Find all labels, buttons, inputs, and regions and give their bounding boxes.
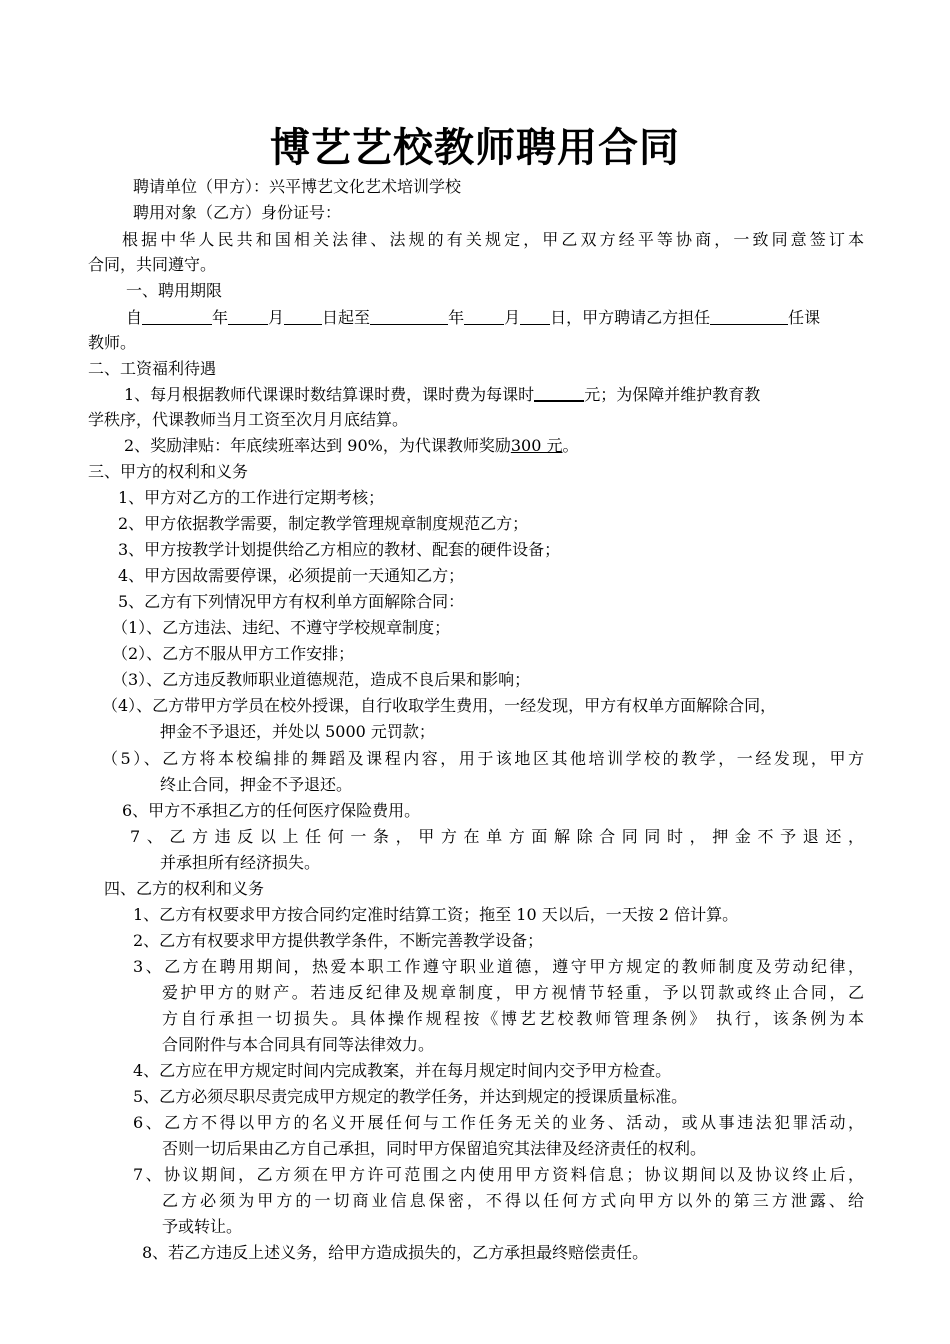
- wage-line-1: [124, 382, 760, 408]
- section-3-heading: 三、甲方的权利和义务: [88, 462, 249, 481]
- termination-case-2: （2）、乙方不服从甲方工作安排；: [112, 644, 355, 663]
- end-year-blank: [370, 308, 448, 325]
- party-a-item-7-cont: 并承担所有经济损失。: [160, 853, 321, 872]
- bonus-end: 。: [562, 436, 579, 455]
- end-day-blank: [520, 308, 550, 325]
- term-month-2: 月: [504, 308, 521, 327]
- term-month-1: 月: [268, 308, 285, 327]
- termination-case-5-cont: 终止合同，押金不予退还。: [160, 775, 353, 794]
- employer-value: 兴平博艺文化艺术培训学校: [269, 177, 462, 196]
- termination-case-3: （3）、乙方违反教师职业道德规范，造成不良后果和影响；: [112, 670, 531, 689]
- wage-line-2: 学秩序，代课教师当月工资至次月月底结算。: [88, 410, 409, 429]
- wage-text-b: 元；为保障并维护教育教: [584, 385, 761, 404]
- document-title: 博艺艺校教师聘用合同: [270, 125, 680, 171]
- bonus-amount: 300 元: [510, 436, 563, 455]
- start-day-blank: [284, 308, 322, 325]
- term-line: [126, 305, 820, 331]
- section-1-heading: 一、聘用期限: [126, 281, 223, 300]
- party-b-item-6: 6、乙方不得以甲方的名义开展任何与工作任务无关的业务、活动，或从事违法犯罪活动，: [133, 1113, 864, 1132]
- section-4-heading: 四、乙方的权利和义务: [104, 879, 265, 898]
- party-b-item-2: 2、乙方有权要求甲方提供教学条件，不断完善教学设备；: [133, 931, 544, 950]
- term-line-end: 教师。: [88, 333, 137, 352]
- party-a-item-3: 3、甲方按教学计划提供给乙方相应的教材、配套的硬件设备；: [118, 540, 561, 559]
- employer-line: [133, 174, 461, 200]
- start-year-blank: [142, 308, 212, 325]
- party-b-item-3-cont-3: 合同附件与本合同具有同等法律效力。: [162, 1035, 435, 1054]
- end-month-blank: [464, 308, 504, 325]
- party-b-item-1: 1、乙方有权要求甲方按合同约定准时结算工资；拖至 10 天以后，一天按 2 倍计算。: [133, 905, 739, 924]
- party-b-item-7-cont-1: 乙方必须为甲方的一切商业信息保密，不得以任何方式向甲方以外的第三方泄露、给: [162, 1191, 864, 1210]
- party-b-item-7-cont-2: 予或转让。: [162, 1217, 243, 1236]
- start-month-blank: [228, 308, 268, 325]
- term-day-1: 日起至: [322, 308, 371, 327]
- party-b-item-3-cont-1: 爱护甲方的财产。若违反纪律及规章制度，甲方视情节轻重，予以罚款或终止合同，乙: [162, 983, 864, 1002]
- wage-text-a: 1、每月根据教师代课课时数结算课时费，课时费为每课时: [124, 385, 535, 404]
- party-a-item-6: 6、甲方不承担乙方的任何医疗保险费用。: [122, 801, 421, 820]
- party-a-item-5: 5、乙方有下列情况甲方有权利单方面解除合同：: [118, 592, 465, 611]
- party-a-item-7: 7、乙方违反以上任何一条，甲方在单方面解除合同同时，押金不予退还，: [130, 827, 864, 846]
- bonus-line: [124, 433, 579, 459]
- term-role: 任课: [788, 308, 821, 327]
- party-a-item-4: 4、甲方因故需要停课，必须提前一天通知乙方；: [118, 566, 465, 585]
- intro-line-1: 根据中华人民共和国相关法律、法规的有关规定，甲乙双方经平等协商，一致同意签订本: [122, 230, 864, 249]
- party-b-item-5: 5、乙方必须尽职尽责完成甲方规定的教学任务，并达到规定的授课质量标准。: [133, 1087, 688, 1106]
- employer-label: 聘请单位（甲方）：: [133, 177, 270, 196]
- party-b-item-4: 4、乙方应在甲方规定时间内完成教案，并在每月规定时间内交予甲方检查。: [133, 1061, 672, 1080]
- party-b-item-3-cont-2: 方自行承担一切损失。具体操作规程按《博艺艺校教师管理条例》 执行，该条例为本: [162, 1009, 864, 1028]
- termination-case-1: （1）、乙方违法、违纪、不遵守学校规章制度；: [112, 618, 451, 637]
- term-from: 自: [126, 308, 143, 327]
- term-day-2: 日，甲方聘请乙方担任: [550, 308, 711, 327]
- term-year-2: 年: [448, 308, 465, 327]
- employee-id-line: 聘用对象（乙方）身份证号：: [133, 203, 342, 222]
- party-a-item-2: 2、甲方依据教学需要，制定教学管理规章制度规范乙方；: [118, 514, 529, 533]
- section-2-heading: 二、工资福利待遇: [88, 359, 217, 378]
- termination-case-4-cont: 押金不予退还，并处以 5000 元罚款；: [160, 722, 435, 741]
- party-b-item-3: 3、乙方在聘用期间，热爱本职工作遵守职业道德，遵守甲方规定的教师制度及劳动纪律，: [133, 957, 864, 976]
- hourly-rate-blank: [534, 384, 584, 402]
- party-b-item-7: 7、协议期间，乙方须在甲方许可范围之内使用甲方资料信息；协议期间以及协议终止后，: [133, 1165, 864, 1184]
- subject-blank: [710, 308, 788, 325]
- party-a-item-1: 1、甲方对乙方的工作进行定期考核；: [118, 488, 385, 507]
- termination-case-5: （5）、乙方将本校编排的舞蹈及课程内容，用于该地区其他培训学校的教学，一经发现，甲方: [102, 749, 864, 768]
- party-b-item-8: 8、若乙方违反上述义务，给甲方造成损失的，乙方承担最终赔偿责任。: [142, 1243, 649, 1262]
- intro-line-2: 合同，共同遵守。: [88, 255, 217, 274]
- term-year-1: 年: [212, 308, 229, 327]
- bonus-text: 2、奖励津贴：年底续班率达到 90%，为代课教师奖励: [124, 436, 511, 455]
- party-b-item-6-cont: 否则一切后果由乙方自己承担，同时甲方保留追究其法律及经济责任的权利。: [162, 1139, 707, 1158]
- termination-case-4: （4）、乙方带甲方学员在校外授课，自行收取学生费用，一经发现，甲方有权单方面解除合同，: [102, 696, 777, 715]
